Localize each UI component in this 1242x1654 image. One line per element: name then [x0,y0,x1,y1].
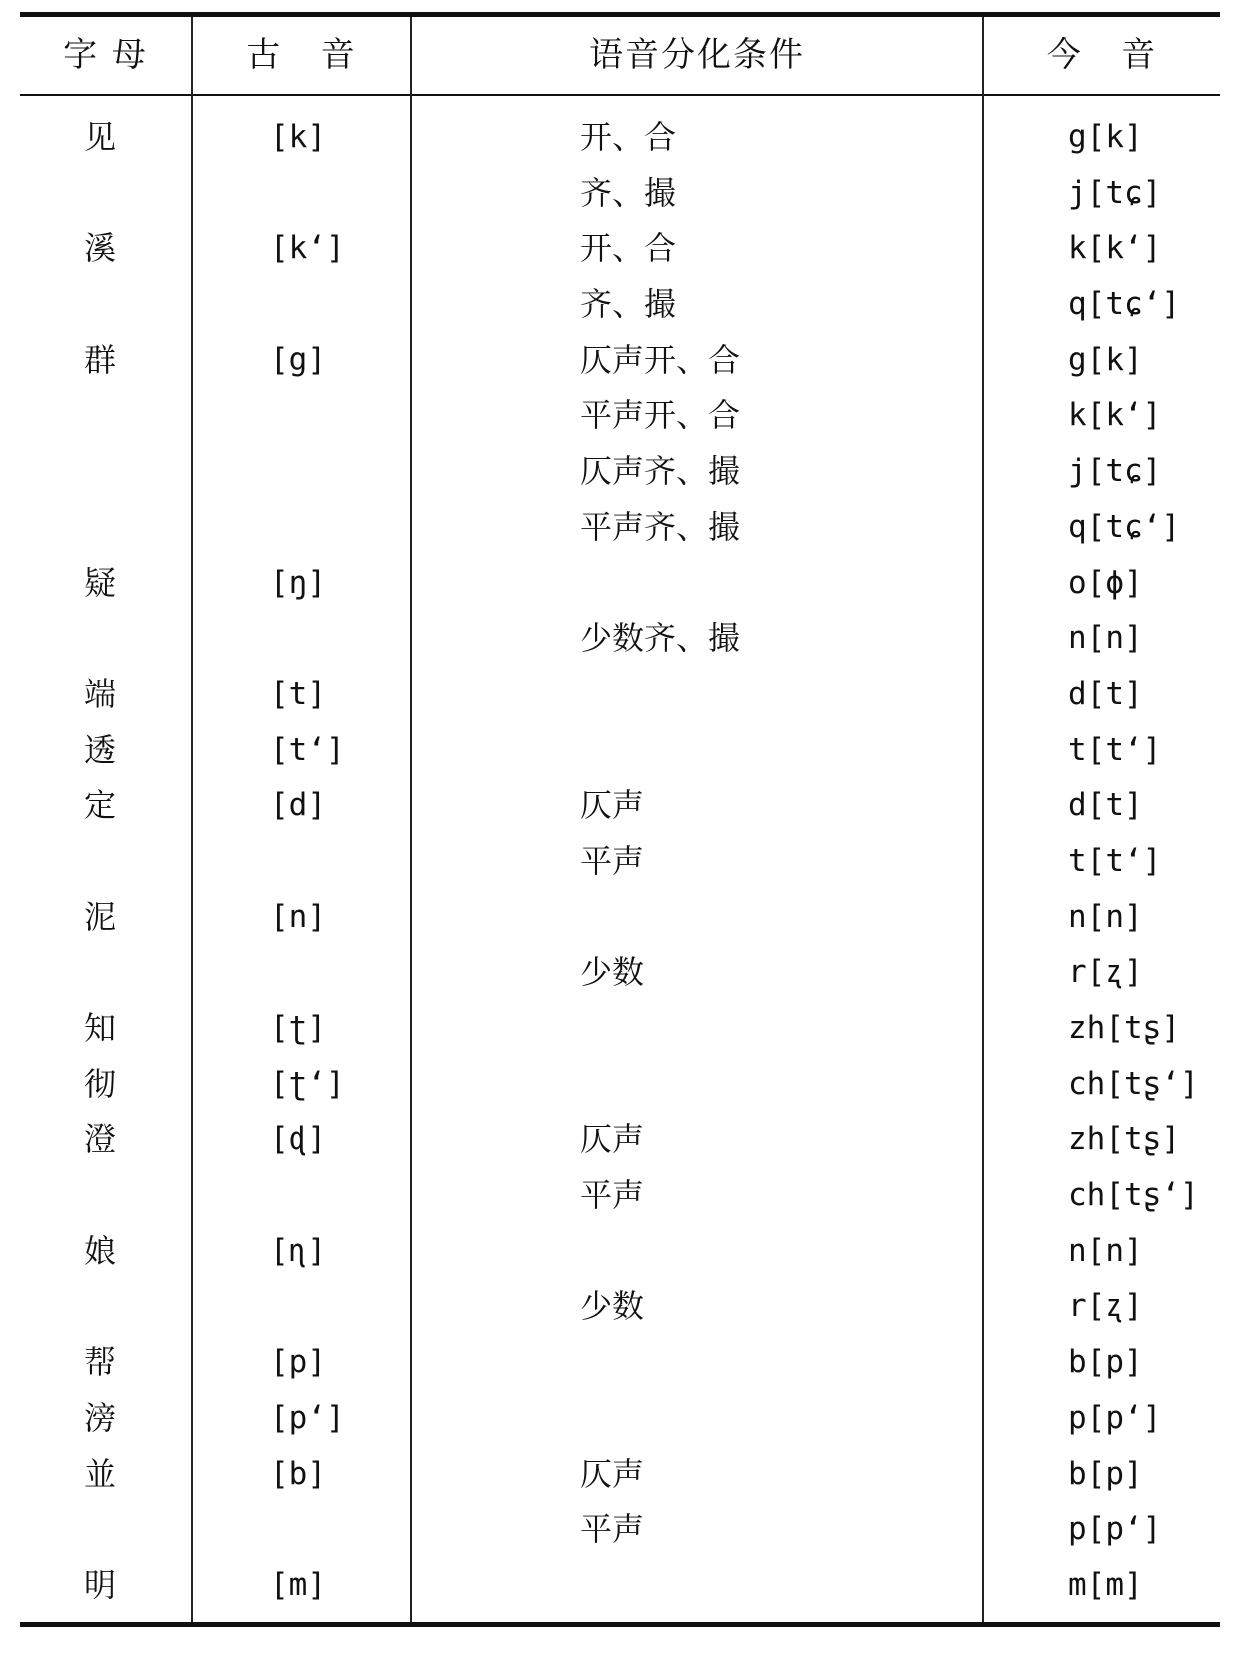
letter-cell [84,388,144,444]
ancient-sound-cell [270,1502,390,1558]
table-body [0,110,1242,1614]
modern-sound-cell: k[k‘] [1068,230,1162,267]
header-ancient-text: 古 音 [246,35,357,75]
ancient-sound-cell [270,834,390,890]
condition-cell: 少数 [580,1287,645,1326]
ancient-sound-cell [270,1168,390,1224]
ancient-sound-cell [270,1279,390,1335]
condition-cell: 仄声齐、撮 [580,452,741,491]
modern-sound-cell: j[tɕ] [1068,174,1162,211]
modern-sound-cell: t[t‘] [1068,731,1162,768]
condition-cell [580,1057,960,1113]
letter-cell [84,500,144,556]
condition-cell: 平声 [580,1176,645,1215]
table-row [0,277,1242,333]
table-row [0,333,1242,389]
ancient-sound-cell: [k] [270,119,326,155]
modern-sound-cell: k[k‘] [1068,397,1162,434]
letter-cell: 端 [84,674,117,713]
table-row [0,945,1242,1001]
modern-sound-cell: d[t] [1068,787,1143,824]
ancient-sound-cell: [g] [270,341,326,378]
ancient-sound-cell: [t] [270,675,326,712]
table-row [0,110,1242,166]
condition-cell [580,556,960,612]
header-modern-text: 今 音 [1046,35,1158,75]
condition-cell: 仄声 [580,1120,645,1159]
modern-sound-cell: j[tɕ] [1068,453,1162,490]
letter-cell: 定 [84,786,117,825]
ancient-sound-cell [270,444,390,500]
top-rule [20,12,1220,17]
condition-cell: 仄声 [580,786,645,825]
modern-sound-cell: n[n] [1068,1232,1143,1269]
condition-cell [580,890,960,946]
table-row [0,1112,1242,1168]
table-row [0,1558,1242,1614]
letter-cell: 娘 [84,1231,117,1270]
header-condition [412,30,982,80]
condition-cell: 开、合 [580,118,677,156]
table-row [0,1335,1242,1391]
ancient-sound-cell: [n] [270,898,326,935]
ancient-sound-cell: [b] [270,1455,326,1492]
condition-cell: 少数齐、撮 [580,619,741,658]
condition-cell: 仄声开、合 [580,340,741,379]
ancient-sound-cell [270,945,390,1001]
modern-sound-cell: q[tɕ‘] [1068,286,1180,323]
ancient-sound-cell: [p‘] [270,1399,345,1436]
table-row [0,667,1242,723]
modern-sound-cell: t[t‘] [1068,842,1162,879]
ancient-sound-cell: [d] [270,787,326,824]
ancient-sound-cell [270,166,390,222]
modern-sound-cell: ch[tʂ‘] [1068,1065,1199,1102]
table-row [0,1057,1242,1113]
letter-cell: 溪 [84,229,117,268]
letter-cell [84,444,144,500]
table-row [0,1279,1242,1335]
modern-sound-cell: p[p‘] [1068,1399,1162,1436]
table-row [0,556,1242,612]
table-row [0,1001,1242,1057]
condition-cell [580,723,960,779]
condition-cell [580,1001,960,1057]
condition-cell [580,1558,960,1614]
table-row [0,1224,1242,1280]
letter-cell [84,945,144,1001]
ancient-sound-cell: [ŋ] [270,564,326,601]
condition-cell: 开、合 [580,229,677,268]
table-row [0,1391,1242,1447]
condition-cell: 平声 [580,841,645,880]
ancient-sound-cell: [t‘] [270,731,345,768]
condition-cell: 平声开、合 [580,396,741,435]
modern-sound-cell: p[p‘] [1068,1511,1162,1548]
modern-sound-cell: zh[tʂ] [1068,1121,1180,1158]
letter-cell: 透 [84,730,117,769]
header-ancient [193,30,410,80]
modern-sound-cell: zh[tʂ] [1068,1010,1180,1046]
letter-cell: 彻 [84,1064,117,1103]
condition-cell [580,667,960,723]
modern-sound-cell: b[p] [1068,1455,1143,1492]
letter-cell: 知 [84,1009,117,1047]
ancient-sound-cell: [ɳ] [270,1232,326,1269]
letter-cell: 泥 [84,897,117,936]
bottom-rule [20,1622,1220,1627]
modern-sound-cell: b[p] [1068,1344,1143,1381]
letter-cell [84,1168,144,1224]
modern-sound-cell: n[n] [1068,898,1143,935]
ancient-sound-cell: [p] [270,1344,326,1381]
ancient-sound-cell [270,388,390,444]
table-row [0,444,1242,500]
table-row [0,1447,1242,1503]
letter-cell: 滂 [84,1398,117,1437]
table-row [0,166,1242,222]
letter-cell [84,1502,144,1558]
modern-sound-cell: r[ʐ] [1068,1288,1143,1325]
modern-sound-cell: q[tɕ‘] [1068,508,1180,545]
condition-cell [580,1391,960,1447]
ancient-sound-cell: [m] [270,1566,326,1603]
letter-cell: 群 [84,340,117,379]
table-row [0,388,1242,444]
condition-cell [580,1224,960,1280]
header-rule [20,94,1220,96]
letter-cell [84,166,144,222]
letter-cell [84,834,144,890]
modern-sound-cell: d[t] [1068,675,1143,712]
table-row [0,500,1242,556]
letter-cell [84,611,144,667]
letter-cell [84,277,144,333]
modern-sound-cell: n[n] [1068,620,1143,657]
letter-cell: 见 [84,118,117,156]
modern-sound-cell: ch[tʂ‘] [1068,1177,1199,1214]
letter-cell: 並 [84,1454,117,1493]
letter-cell: 帮 [84,1343,117,1382]
table-row [0,778,1242,834]
modern-sound-cell: r[ʐ] [1068,954,1143,991]
condition-cell: 少数 [580,953,645,992]
condition-cell [580,1335,960,1391]
modern-sound-cell: g[k] [1068,119,1143,155]
header-letter-text: 字 母 [63,35,148,75]
condition-cell: 平声齐、撮 [580,507,741,546]
table-row [0,611,1242,667]
table-row [0,723,1242,779]
modern-sound-cell: m[m] [1068,1566,1143,1603]
condition-cell: 齐、撮 [580,285,677,324]
table-row [0,1168,1242,1224]
condition-cell: 齐、撮 [580,173,677,212]
modern-sound-cell: g[k] [1068,341,1143,378]
modern-sound-cell: o[ϕ] [1068,564,1143,601]
ancient-sound-cell: [k‘] [270,230,345,267]
ancient-sound-cell: [ɖ] [270,1121,326,1158]
ancient-sound-cell [270,277,390,333]
header-letter [20,30,191,80]
table-row [0,221,1242,277]
letter-cell: 明 [84,1565,117,1604]
letter-cell: 澄 [84,1120,117,1159]
condition-cell: 仄声 [580,1454,645,1493]
table-row [0,890,1242,946]
ancient-sound-cell [270,611,390,667]
letter-cell: 疑 [84,563,117,602]
table-row [0,834,1242,890]
ancient-sound-cell: [ʈ‘] [270,1065,345,1102]
ancient-sound-cell [270,500,390,556]
condition-cell: 平声 [580,1510,645,1549]
ancient-sound-cell: [ʈ] [270,1010,326,1046]
header-modern [984,30,1220,80]
table-row [0,1502,1242,1558]
letter-cell [84,1279,144,1335]
header-condition-text: 语音分化条件 [589,35,805,75]
